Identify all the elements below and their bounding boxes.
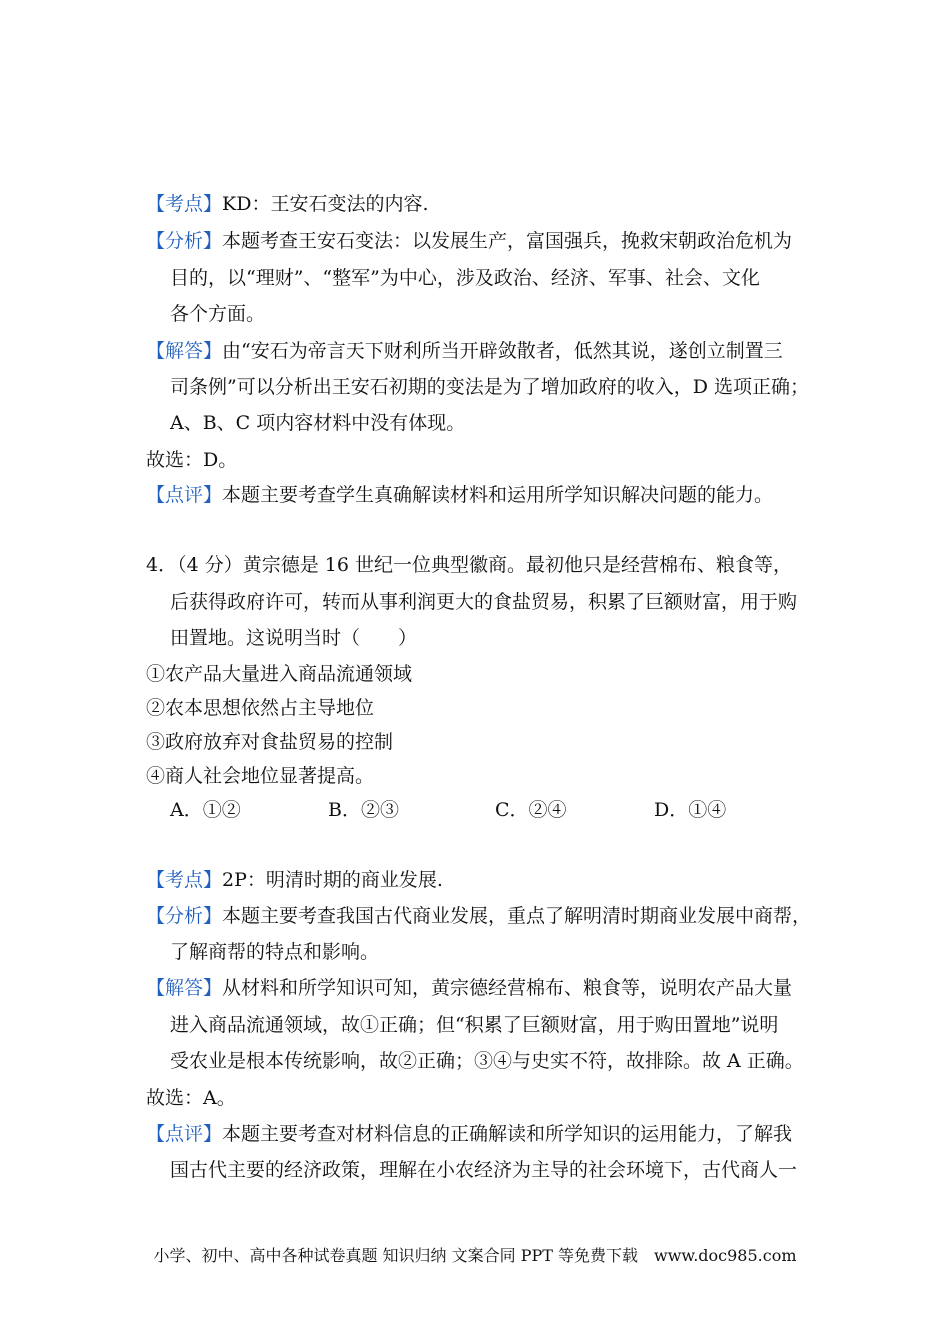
dianping-tag: 【点评】 [146,484,223,506]
option-a: A．①② [170,799,241,821]
jieda-line-2 [146,976,792,1000]
question-stem-1: 4．（4 分）黄宗德是 16 世纪一位典型徽商。最初他只是经营棉布、粮食等， [146,554,792,576]
page-footer: 小学、初中、高中各种试卷真题 知识归纳 文案合同 PPT 等免费下载 www.doc985.com [153,1246,797,1265]
fenxi-tag-2: 【分析】 [146,905,223,927]
question-stem-3: 田置地。这说明当时（ ） [170,627,418,649]
guxuan-text-2: 故选：A。 [146,1087,236,1109]
fenxi-tag: 【分析】 [146,230,223,252]
jieda2-text-3: 受农业是根本传统影响，故②正确；③④与史实不符，故排除。故 A 正确。 [170,1050,804,1072]
question-item-3: ③政府放弃对食盐贸易的控制 [146,731,394,753]
question-item-1: ①农产品大量进入商品流通领域 [146,663,413,685]
kaodian-text-2: 2P：明清时期的商业发展. [222,869,443,891]
question-item-2: ②农本思想依然占主导地位 [146,697,375,719]
option-c: C．②④ [495,799,567,821]
fenxi-text-1: 本题考查王安石变法：以发展生产，富国强兵，挽救宋朝政治危机为 [222,230,793,252]
fenxi-line [146,229,792,253]
kaodian-line [146,192,428,216]
jieda-text-1: 由“安石为帝言天下财利所当开辟敛散者，低然其说，遂创立制置三 [222,340,783,362]
jieda-tag: 【解答】 [146,340,223,362]
dianping2-text-1: 本题主要考查对材料信息的正确解读和所学知识的运用能力，了解我 [222,1123,793,1145]
fenxi-text-2: 目的，以“理财”、“整军”为中心，涉及政治、经济、军事、社会、文化 [170,267,760,289]
dianping-line [146,483,773,507]
jieda-line [146,339,783,363]
fenxi-text-3: 各个方面。 [170,303,266,325]
option-b: B．②③ [328,799,399,821]
jieda-tag-2: 【解答】 [146,977,223,999]
jieda2-text-2: 进入商品流通领域，故①正确；但“积累了巨额财富，用于购田置地”说明 [170,1014,779,1036]
kaodian-text: KD：王安石变法的内容. [222,193,429,215]
dianping-tag-2: 【点评】 [146,1123,223,1145]
jieda-text-3: A、B、C 项内容材料中没有体现。 [170,412,466,434]
question-item-4: ④商人社会地位显著提高。 [146,765,375,787]
fenxi-line-2 [146,904,811,928]
kaodian-tag: 【考点】 [146,193,223,215]
kaodian-line-2 [146,868,443,892]
jieda2-text-1: 从材料和所学知识可知，黄宗德经营棉布、粮食等，说明农产品大量 [222,977,793,999]
jieda-text-2: 司条例”可以分析出王安石初期的变法是为了增加政府的收入，D 选项正确； [170,376,809,398]
kaodian-tag-2: 【考点】 [146,869,223,891]
dianping-line-2 [146,1122,792,1146]
dianping2-text-2: 国古代主要的经济政策，理解在小农经济为主导的社会环境下，古代商人一 [170,1159,798,1181]
guxuan-text: 故选：D。 [146,449,238,471]
fenxi2-text-1: 本题主要考查我国古代商业发展，重点了解明清时期商业发展中商帮， [222,905,812,927]
option-d: D．①④ [654,799,727,821]
question-stem-2: 后获得政府许可，转而从事利润更大的食盐贸易，积累了巨额财富，用于购 [170,591,798,613]
dianping-text: 本题主要考查学生真确解读材料和运用所学知识解决问题的能力。 [222,484,774,506]
fenxi2-text-2: 了解商帮的特点和影响。 [170,941,380,963]
